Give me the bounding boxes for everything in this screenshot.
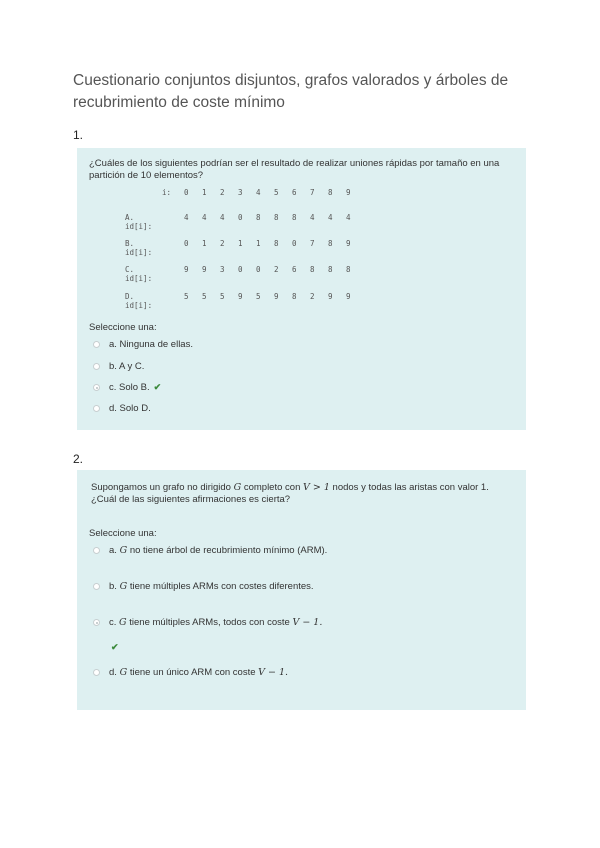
index-label: i:: [162, 188, 172, 197]
row-value: 5: [220, 292, 225, 301]
question-number: 2.: [73, 452, 84, 466]
row-value: 8: [346, 265, 351, 274]
row-value: 4: [346, 213, 351, 222]
option-label: no tiene árbol de recubrimiento mínimo (ARM).: [129, 545, 328, 556]
math-g: G: [119, 581, 128, 592]
row-value: 4: [328, 213, 333, 222]
option-c[interactable]: [93, 382, 161, 393]
row-value: 0: [292, 239, 297, 248]
row-value: 9: [202, 265, 207, 274]
option-c[interactable]: [93, 617, 322, 628]
row-value: 8: [292, 292, 297, 301]
row-value: 8: [274, 213, 279, 222]
row-value: 8: [256, 213, 261, 222]
row-value: 5: [184, 292, 189, 301]
option-label: tiene múltiples ARMs, todos con coste: [129, 617, 290, 628]
option-d[interactable]: [93, 403, 151, 414]
text-part: nodos y todas las aristas con valor 1. ¿Cuál de las siguientes afirmaciones es cierta?: [91, 482, 489, 505]
index-value: 2: [220, 188, 225, 197]
index-value: 9: [346, 188, 351, 197]
row-value: 9: [346, 239, 351, 248]
row-value: 1: [238, 239, 243, 248]
row-value: 9: [346, 292, 351, 301]
text-part: completo con: [243, 482, 301, 493]
option-b[interactable]: [93, 361, 144, 372]
radio-button-selected[interactable]: [93, 619, 100, 626]
math-g: G: [119, 617, 127, 628]
row-value: 1: [256, 239, 261, 248]
row-value: 2: [220, 239, 225, 248]
row-value: 4: [310, 213, 315, 222]
math-g: G: [233, 482, 242, 493]
option-label: d. Solo D.: [109, 403, 151, 414]
page-title: Cuestionario conjuntos disjuntos, grafos valorados y árboles de recubrimiento de coste mínimo: [73, 72, 509, 111]
row-value: 5: [202, 292, 207, 301]
text-part: Supongamos un grafo no dirigido: [91, 482, 231, 493]
option-letter: b.: [109, 581, 117, 592]
option-letter: c.: [109, 617, 117, 628]
row-value: 1: [202, 239, 207, 248]
row-value: 3: [220, 265, 225, 274]
option-a[interactable]: [93, 545, 327, 556]
row-value: 9: [184, 265, 189, 274]
math-v-minus-1: V − 1.: [292, 617, 323, 628]
index-value: 7: [310, 188, 315, 197]
math-g: G: [119, 667, 128, 678]
index-value: 8: [328, 188, 333, 197]
radio-button[interactable]: [93, 547, 100, 554]
option-label: a. Ninguna de ellas.: [109, 339, 193, 350]
check-icon: ✔: [111, 642, 119, 652]
select-prompt: Seleccione una:: [89, 322, 157, 333]
row-value: 6: [292, 265, 297, 274]
row-label: B. id[i]:: [125, 239, 153, 257]
row-value: 8: [328, 239, 333, 248]
row-value: 5: [256, 292, 261, 301]
option-label: c. Solo B.: [109, 382, 150, 393]
row-label: C. id[i]:: [125, 265, 153, 283]
row-value: 9: [274, 292, 279, 301]
row-value: 9: [238, 292, 243, 301]
check-icon: ✔: [153, 382, 162, 392]
row-value: 8: [292, 213, 297, 222]
row-label: A. id[i]:: [125, 213, 153, 231]
row-value: 2: [274, 265, 279, 274]
row-value: 8: [274, 239, 279, 248]
question-1-text: ¿Cuáles de los siguientes podrían ser el resultado de realizar uniones rápidas por tamaño en una partición de 10 elementos?: [89, 158, 500, 181]
row-value: 0: [256, 265, 261, 274]
option-label: tiene múltiples ARMs con costes diferentes.: [129, 581, 314, 592]
row-value: 4: [220, 213, 225, 222]
radio-button[interactable]: [93, 363, 100, 370]
row-value: 4: [184, 213, 189, 222]
option-letter: a.: [109, 545, 117, 556]
row-value: 9: [328, 292, 333, 301]
option-letter: d.: [109, 667, 117, 678]
option-label: b. A y C.: [109, 361, 145, 372]
index-value: 4: [256, 188, 261, 197]
row-value: 0: [184, 239, 189, 248]
row-value: 4: [202, 213, 207, 222]
option-a[interactable]: [93, 339, 193, 350]
row-label: D. id[i]:: [125, 292, 153, 310]
question-number: 1.: [73, 128, 84, 142]
radio-button-selected[interactable]: [93, 384, 100, 391]
radio-button[interactable]: [93, 405, 100, 412]
row-value: 8: [310, 265, 315, 274]
index-value: 5: [274, 188, 279, 197]
math-v-minus-1: V − 1.: [258, 667, 289, 678]
question-2-text: [91, 482, 511, 506]
radio-button[interactable]: [93, 669, 100, 676]
index-value: 0: [184, 188, 189, 197]
question-1-box: [77, 148, 526, 430]
index-value: 3: [238, 188, 243, 197]
row-value: 0: [238, 213, 243, 222]
question-2-box: [77, 470, 526, 710]
row-value: 7: [310, 239, 315, 248]
option-d[interactable]: [93, 667, 288, 678]
option-label: tiene un único ARM con coste: [129, 667, 256, 678]
select-prompt: Seleccione una:: [89, 528, 157, 539]
radio-button[interactable]: [93, 583, 100, 590]
math-v: V > 1: [303, 482, 330, 493]
option-b[interactable]: [93, 581, 314, 592]
index-value: 1: [202, 188, 207, 197]
row-value: 2: [310, 292, 315, 301]
index-value: 6: [292, 188, 297, 197]
row-value: 8: [328, 265, 333, 274]
row-value: 0: [238, 265, 243, 274]
math-g: G: [119, 545, 128, 556]
radio-button[interactable]: [93, 341, 100, 348]
